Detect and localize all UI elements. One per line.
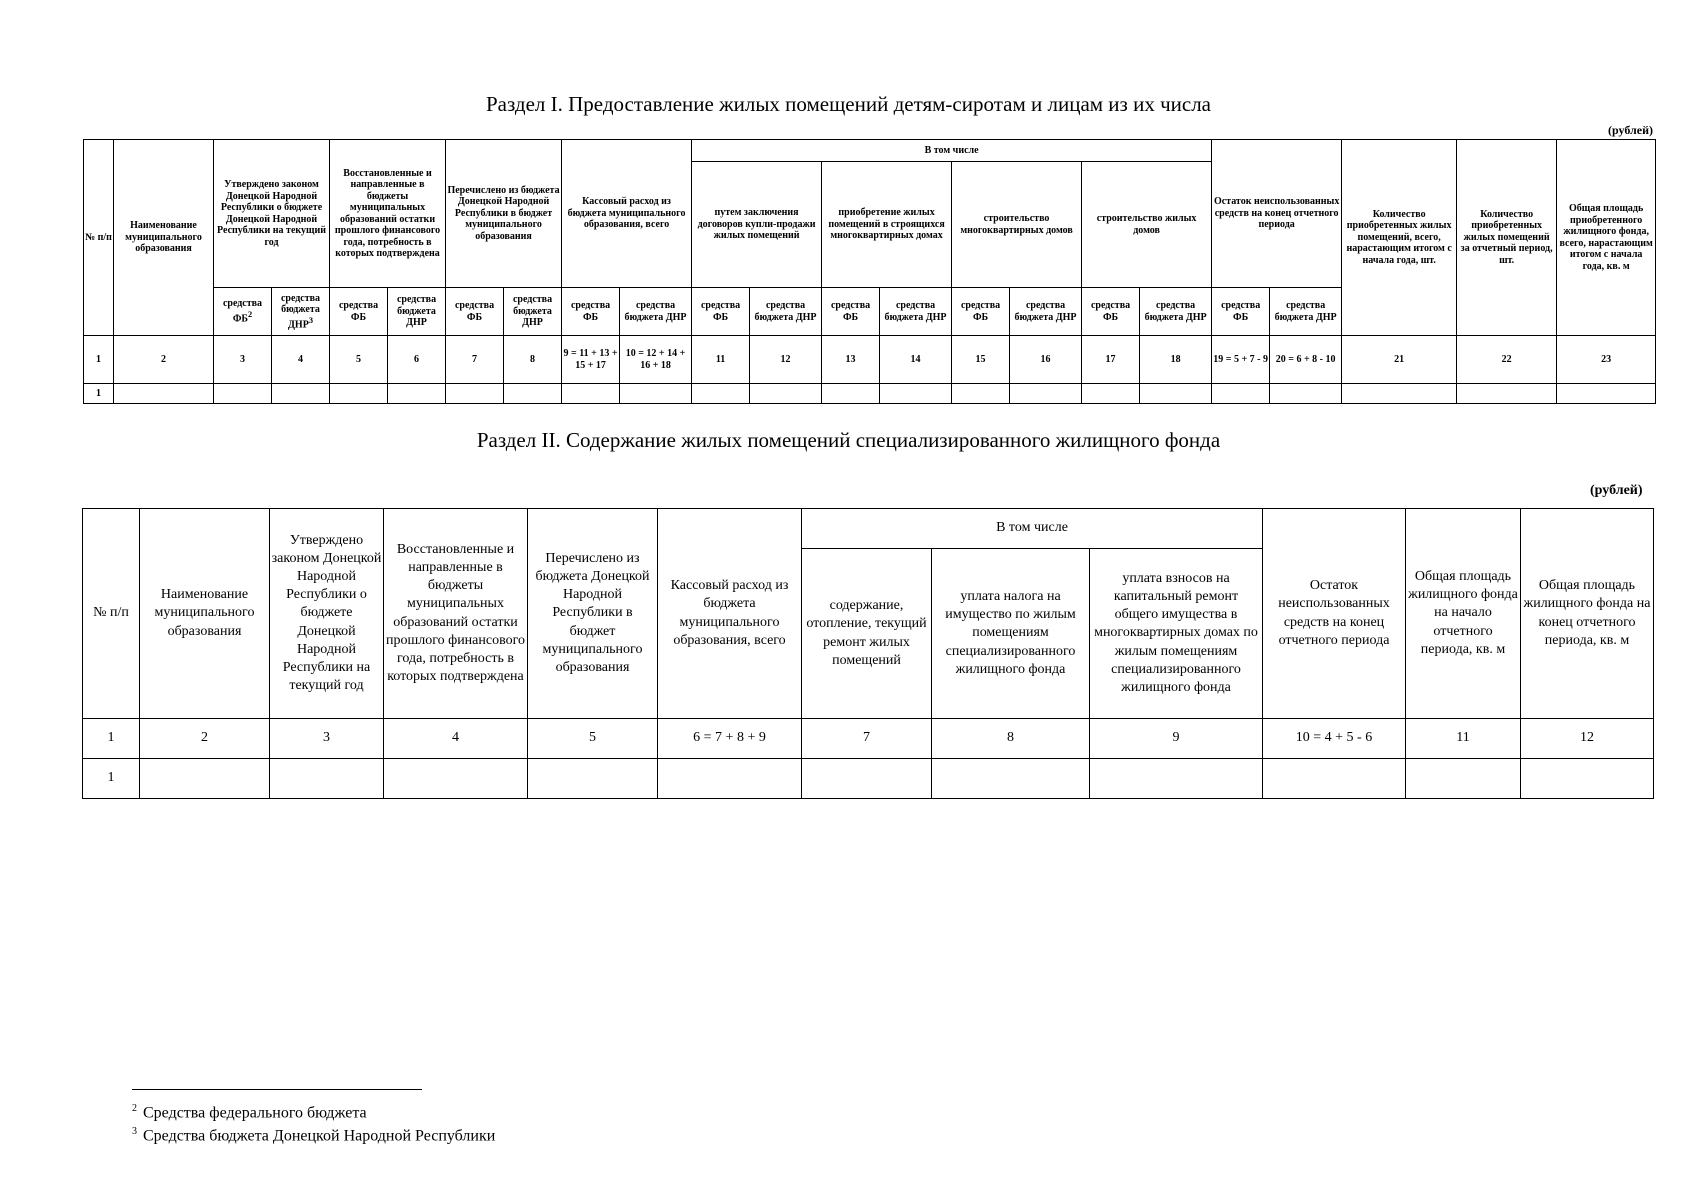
- header-fees: уплата взносов на капитальный ремонт общего имущества в многоквартирных домах по жилым помещениям специализированного жилищного фонда: [1090, 549, 1263, 719]
- sub-dnr: средства бюджета ДНР: [1270, 288, 1342, 336]
- column-number-row: [84, 336, 1656, 384]
- data-cell[interactable]: [1342, 384, 1457, 404]
- col-num: 16: [1010, 336, 1082, 384]
- data-cell[interactable]: [1521, 759, 1654, 799]
- table-row: [83, 759, 1654, 799]
- sub-dnr: средства бюджета ДНР: [620, 288, 692, 336]
- col-num: 14: [880, 336, 952, 384]
- sub-dnr: средства бюджета ДНР: [1010, 288, 1082, 336]
- data-cell[interactable]: [620, 384, 692, 404]
- header-cash: Кассовый расход из бюджета муниципального образования, всего: [658, 509, 802, 719]
- footnote-3: $^3$ Средства бюджета Донецкой Народной Республики: [132, 1126, 496, 1145]
- sub-dnr: средства бюджета ДНР: [1140, 288, 1212, 336]
- header-transferred: Перечислено из бюджета Донецкой Народной Республики в бюджет муниципального образования: [528, 509, 658, 719]
- header-count-period: Количество приобретенных жилых помещений за отчетный период, шт.: [1457, 140, 1557, 336]
- header-construction: строительство жилых домов: [1082, 162, 1212, 288]
- data-cell[interactable]: [562, 384, 620, 404]
- col-num: 7: [446, 336, 504, 384]
- data-cell[interactable]: [1082, 384, 1140, 404]
- data-cell[interactable]: [330, 384, 388, 404]
- col-num: 19 = 5 + 7 - 9: [1212, 336, 1270, 384]
- data-cell[interactable]: [270, 759, 384, 799]
- sub-fb: средства $ФБ^2$: [214, 288, 272, 336]
- sub-fb: средства ФБ: [1212, 288, 1270, 336]
- header-transferred: Перечислено из бюджета Донецкой Народной Республики в бюджет муниципального образования: [446, 140, 562, 288]
- col-num: 1: [84, 336, 114, 384]
- col-num: 5: [330, 336, 388, 384]
- data-cell[interactable]: [750, 384, 822, 404]
- data-cell[interactable]: [802, 759, 932, 799]
- data-cell[interactable]: [880, 384, 952, 404]
- sub-dnr: средства бюджета ДНР: [750, 288, 822, 336]
- sub-fb: средства ФБ: [446, 288, 504, 336]
- footnote-2: $^2$ Средства федерального бюджета: [132, 1103, 367, 1122]
- header-remainder: Остаток неиспользованных средств на конец отчетного периода: [1212, 140, 1342, 288]
- col-num: 20 = 6 + 8 - 10: [1270, 336, 1342, 384]
- header-approved: Утверждено законом Донецкой Народной Республики о бюджете Донецкой Народной Республики на текущий год: [214, 140, 330, 288]
- header-including: В том числе: [692, 140, 1212, 162]
- col-num: 6 = 7 + 8 + 9: [658, 719, 802, 759]
- col-num: 12: [750, 336, 822, 384]
- data-cell[interactable]: [1557, 384, 1656, 404]
- header-area-start: Общая площадь жилищного фонда на начало отчетного периода, кв. м: [1406, 509, 1521, 719]
- table-row: [84, 384, 1656, 404]
- header-num: № п/п: [84, 140, 114, 336]
- data-cell[interactable]: [1263, 759, 1406, 799]
- row-num: 1: [84, 384, 114, 404]
- col-num: 11: [1406, 719, 1521, 759]
- sub-dnr: средства бюджета ДНР: [504, 288, 562, 336]
- col-num: 7: [802, 719, 932, 759]
- section2-unit: (рублей): [1590, 483, 1643, 498]
- col-num: 10 = 4 + 5 - 6: [1263, 719, 1406, 759]
- data-cell[interactable]: [140, 759, 270, 799]
- header-cash: Кассовый расход из бюджета муниципального образования, всего: [562, 140, 692, 288]
- col-num: 5: [528, 719, 658, 759]
- header-approved: Утверждено законом Донецкой Народной Республики о бюджете Донецкой Народной Республики на текущий год: [270, 509, 384, 719]
- col-num: 15: [952, 336, 1010, 384]
- footnote-divider: [132, 1089, 422, 1090]
- col-num: 3: [214, 336, 272, 384]
- sub-dnr: средства бюджета ДНР: [388, 288, 446, 336]
- col-num: 9: [1090, 719, 1263, 759]
- data-cell[interactable]: [1270, 384, 1342, 404]
- col-num: 13: [822, 336, 880, 384]
- header-tax: уплата налога на имущество по жилым помещениям специализированного жилищного фонда: [932, 549, 1090, 719]
- col-num: 4: [272, 336, 330, 384]
- header-name: Наименование муниципального образования: [140, 509, 270, 719]
- data-cell[interactable]: [1010, 384, 1082, 404]
- data-cell[interactable]: [1406, 759, 1521, 799]
- section2-title: Раздел II. Содержание жилых помещений специализированного жилищного фонда: [476, 428, 1221, 452]
- data-cell[interactable]: [692, 384, 750, 404]
- col-num: 23: [1557, 336, 1656, 384]
- col-num: 2: [140, 719, 270, 759]
- data-cell[interactable]: [528, 759, 658, 799]
- data-cell[interactable]: [822, 384, 880, 404]
- col-num: 18: [1140, 336, 1212, 384]
- data-cell[interactable]: [504, 384, 562, 404]
- data-cell[interactable]: [114, 384, 214, 404]
- header-restored: Восстановленные и направленные в бюджеты муниципальных образований остатки прошлого финансового года, потребность в которых подтверждена: [384, 509, 528, 719]
- data-cell[interactable]: [1212, 384, 1270, 404]
- col-num: 21: [1342, 336, 1457, 384]
- col-num: 8: [932, 719, 1090, 759]
- data-cell[interactable]: [1090, 759, 1263, 799]
- data-cell[interactable]: [388, 384, 446, 404]
- sub-fb: средства ФБ: [822, 288, 880, 336]
- data-cell[interactable]: [1457, 384, 1557, 404]
- header-num: № п/п: [83, 509, 140, 719]
- sub-fb: средства ФБ: [330, 288, 388, 336]
- sub-fb: средства ФБ: [692, 288, 750, 336]
- header-count-total: Количество приобретенных жилых помещений, всего, нарастающим итогом с начала года, шт.: [1342, 140, 1457, 336]
- sub-fb: средства ФБ: [952, 288, 1010, 336]
- data-cell[interactable]: [952, 384, 1010, 404]
- col-num: 1: [83, 719, 140, 759]
- data-cell[interactable]: [384, 759, 528, 799]
- header-area-end: Общая площадь жилищного фонда на конец отчетного периода, кв. м: [1521, 509, 1654, 719]
- col-num: 22: [1457, 336, 1557, 384]
- header-contracts: путем заключения договоров купли-продажи жилых помещений: [692, 162, 822, 288]
- col-num: 3: [270, 719, 384, 759]
- col-num: 11: [692, 336, 750, 384]
- col-num: 6: [388, 336, 446, 384]
- section1-title: Раздел I. Предоставление жилых помещений детям-сиротам и лицам из их числа: [485, 92, 1212, 116]
- section2-table: [82, 508, 1654, 799]
- section1-table: [83, 139, 1656, 404]
- header-including: В том числе: [802, 509, 1263, 549]
- sub-dnr: средства бюджета ДНР$^3$: [272, 288, 330, 336]
- header-construction-multi: строительство многоквартирных домов: [952, 162, 1082, 288]
- col-num: 9 = 11 + 13 + 15 + 17: [562, 336, 620, 384]
- col-num: 17: [1082, 336, 1140, 384]
- header-restored: Восстановленные и направленные в бюджеты муниципальных образований остатки прошлого финансового года, потребность в которых подтверждена: [330, 140, 446, 288]
- col-num: 8: [504, 336, 562, 384]
- data-cell[interactable]: [272, 384, 330, 404]
- header-area: Общая площадь приобретенного жилищного фонда, всего, нарастающим итогом с начала года, кв. м: [1557, 140, 1656, 336]
- data-cell[interactable]: [1140, 384, 1212, 404]
- data-cell[interactable]: [446, 384, 504, 404]
- col-num: 2: [114, 336, 214, 384]
- col-num: 4: [384, 719, 528, 759]
- data-cell[interactable]: [658, 759, 802, 799]
- sub-fb: средства ФБ: [562, 288, 620, 336]
- header-acquisition: приобретение жилых помещений в строящихся многоквартирных домах: [822, 162, 952, 288]
- column-number-row: [83, 719, 1654, 759]
- section1-unit: (рублей): [1608, 123, 1654, 137]
- header-name: Наименование муниципального образования: [114, 140, 214, 336]
- data-cell[interactable]: [214, 384, 272, 404]
- col-num: 10 = 12 + 14 + 16 + 18: [620, 336, 692, 384]
- header-maintenance: содержание, отопление, текущий ремонт жилых помещений: [802, 549, 932, 719]
- data-cell[interactable]: [932, 759, 1090, 799]
- row-num: 1: [83, 759, 140, 799]
- header-remainder: Остаток неиспользованных средств на конец отчетного периода: [1263, 509, 1406, 719]
- col-num: 12: [1521, 719, 1654, 759]
- sub-fb: средства ФБ: [1082, 288, 1140, 336]
- sub-dnr: средства бюджета ДНР: [880, 288, 952, 336]
